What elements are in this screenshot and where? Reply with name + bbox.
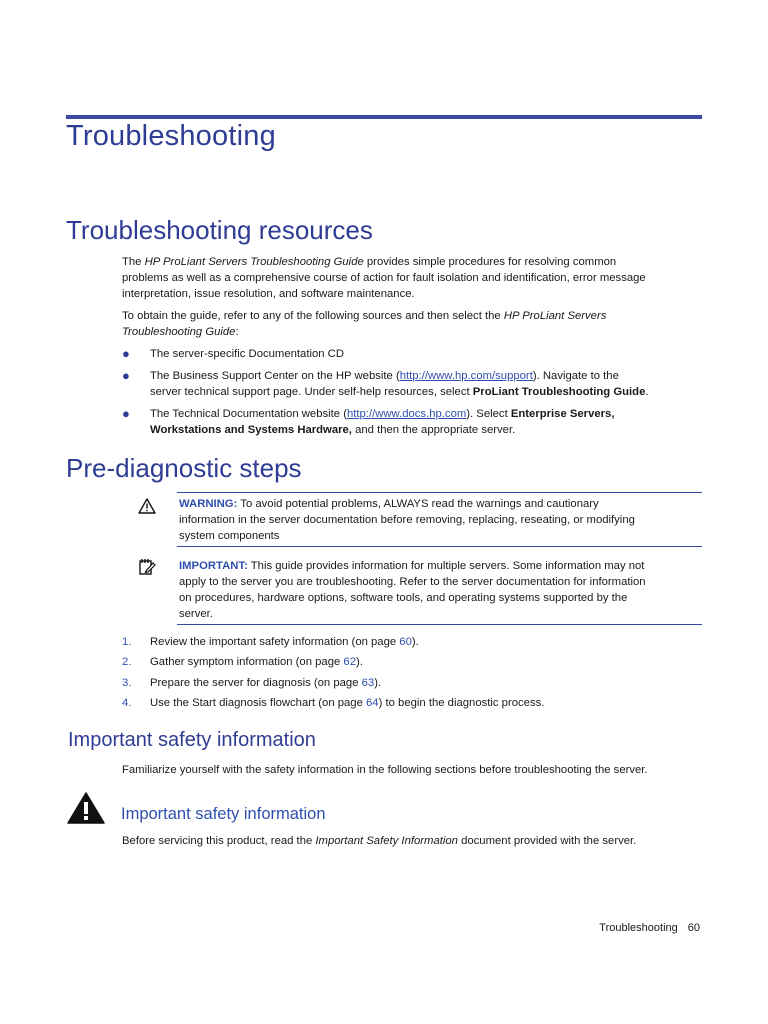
callout-divider bbox=[177, 546, 702, 547]
page-link[interactable]: 63 bbox=[361, 677, 375, 689]
bullet-icon: ● bbox=[122, 368, 130, 383]
warning-callout: WARNING: To avoid potential problems, ALWAYS read the warnings and cautionary information in the server documentation before removing, replacing, reseating, or modifying system components bbox=[179, 498, 635, 542]
callout-divider bbox=[177, 492, 702, 493]
resources-intro: The HP ProLiant Servers Troubleshooting Guide provides simple procedures for resolving common problems as well as a comprehensive course of action for fault isolation and identification, error message interpretation, issue resolution, and software maintenance. bbox=[122, 256, 646, 300]
prediag-heading: Pre-diagnostic steps bbox=[66, 453, 302, 483]
resources-heading: Troubleshooting resources bbox=[66, 215, 373, 245]
safety-subtext: Before servicing this product, read the Important Safety Information document provided with the server. bbox=[122, 835, 637, 847]
page-link[interactable]: 62 bbox=[343, 656, 356, 668]
chapter-rule bbox=[66, 115, 702, 119]
chapter-title: Troubleshooting bbox=[66, 120, 276, 152]
hp-support-link[interactable]: http://www.hp.com/support bbox=[399, 370, 533, 382]
safety-text: Familiarize yourself with the safety information in the following sections before troubleshooting the server. bbox=[122, 764, 648, 776]
hp-docs-link[interactable]: http://www.docs.hp.com bbox=[346, 408, 467, 420]
safety-subheading: Important safety information bbox=[121, 805, 326, 823]
bullet-icon: ● bbox=[122, 346, 130, 361]
footer-page-number: 60 bbox=[687, 922, 700, 934]
guide-title: HP ProLiant Servers Troubleshooting Guide bbox=[144, 256, 364, 268]
page-link[interactable]: 64 bbox=[366, 697, 379, 709]
page-footer bbox=[599, 922, 700, 934]
resources-obtain: To obtain the guide, refer to any of the following sources and then select the HP ProLiant Servers Troubleshooting Guide: bbox=[122, 310, 607, 338]
important-note-icon bbox=[138, 558, 156, 581]
bullet-icon: ● bbox=[122, 406, 130, 421]
hazard-warning-icon bbox=[67, 792, 105, 829]
callout-divider bbox=[177, 624, 702, 625]
safety-heading: Important safety information bbox=[68, 729, 316, 751]
warning-icon bbox=[138, 498, 156, 519]
important-callout: IMPORTANT: This guide provides information for multiple servers. Some information may not apply to the server you are troubleshooting. Refer to the server documentation for information on procedures, hardware options, software tools, and operating systems supported by the server. bbox=[179, 560, 646, 620]
page-link[interactable]: 60 bbox=[399, 636, 412, 648]
footer-label: Troubleshooting bbox=[599, 922, 678, 934]
